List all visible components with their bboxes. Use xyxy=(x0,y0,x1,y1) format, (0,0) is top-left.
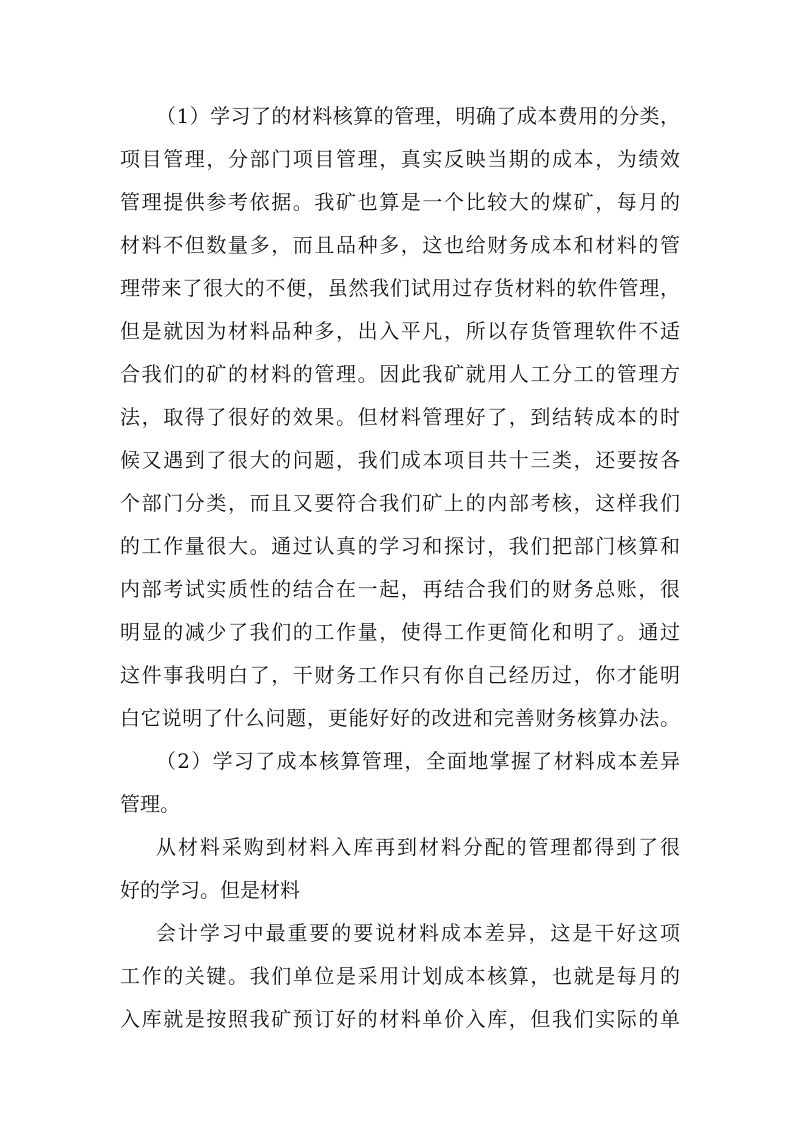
paragraph-1-line-14: 这件事我明白了，干财务工作只有你自己经历过，你才能明 xyxy=(120,663,680,687)
paragraph-1-line-6: 但是就因为材料品种多，出入平凡，所以存货管理软件不适 xyxy=(120,319,680,343)
paragraph-4-line-3: 入库就是按照我矿预订好的材料单价入库，但我们实际的单 xyxy=(120,1007,680,1031)
paragraph-1-line-5: 理带来了很大的不便，虽然我们试用过存货材料的软件管理， xyxy=(120,276,680,300)
paragraph-1-line-11: 的工作量很大。通过认真的学习和探讨，我们把部门核算和 xyxy=(120,534,680,558)
paragraph-1-line-9: 候又遇到了很大的问题，我们成本项目共十三类，还要按各 xyxy=(120,448,680,472)
paragraph-1-line-4: 材料不但数量多，而且品种多，这也给财务成本和材料的管 xyxy=(120,233,680,257)
paragraph-4-line-1: 会计学习中最重要的要说材料成本差异，这是干好这项 xyxy=(156,921,680,945)
paragraph-1-line-1: （1）学习了的材料核算的管理，明确了成本费用的分类， xyxy=(156,104,680,128)
paragraph-1-line-8: 法，取得了很好的效果。但材料管理好了，到结转成本的时 xyxy=(120,405,680,429)
paragraph-1-line-13: 明显的减少了我们的工作量，使得工作更简化和明了。通过 xyxy=(120,620,680,644)
paragraph-1-line-3: 管理提供参考依据。我矿也算是一个比较大的煤矿，每月的 xyxy=(120,190,680,214)
paragraph-1-line-7: 合我们的矿的材料的管理。因此我矿就用人工分工的管理方 xyxy=(120,362,680,386)
paragraph-1-line-12: 内部考试实质性的结合在一起，再结合我们的财务总账，很 xyxy=(120,577,680,601)
paragraph-3-line-2: 好的学习。但是材料 xyxy=(120,878,300,902)
paragraph-4-line-2: 工作的关键。我们单位是采用计划成本核算，也就是每月的 xyxy=(120,964,680,988)
paragraph-1-line-15: 白它说明了什么问题，更能好好的改进和完善财务核算办法。 xyxy=(120,706,680,730)
paragraph-2-line-2: 管理。 xyxy=(120,792,180,816)
paragraph-1-line-2: 项目管理，分部门项目管理，真实反映当期的成本，为绩效 xyxy=(120,147,680,171)
paragraph-3-line-1: 从材料采购到材料入库再到材料分配的管理都得到了很 xyxy=(156,835,680,859)
paragraph-1-line-10: 个部门分类，而且又要符合我们矿上的内部考核，这样我们 xyxy=(120,491,680,515)
paragraph-2-line-1: （2）学习了成本核算管理，全面地掌握了材料成本差异 xyxy=(156,749,680,773)
document-body xyxy=(120,95,680,1041)
